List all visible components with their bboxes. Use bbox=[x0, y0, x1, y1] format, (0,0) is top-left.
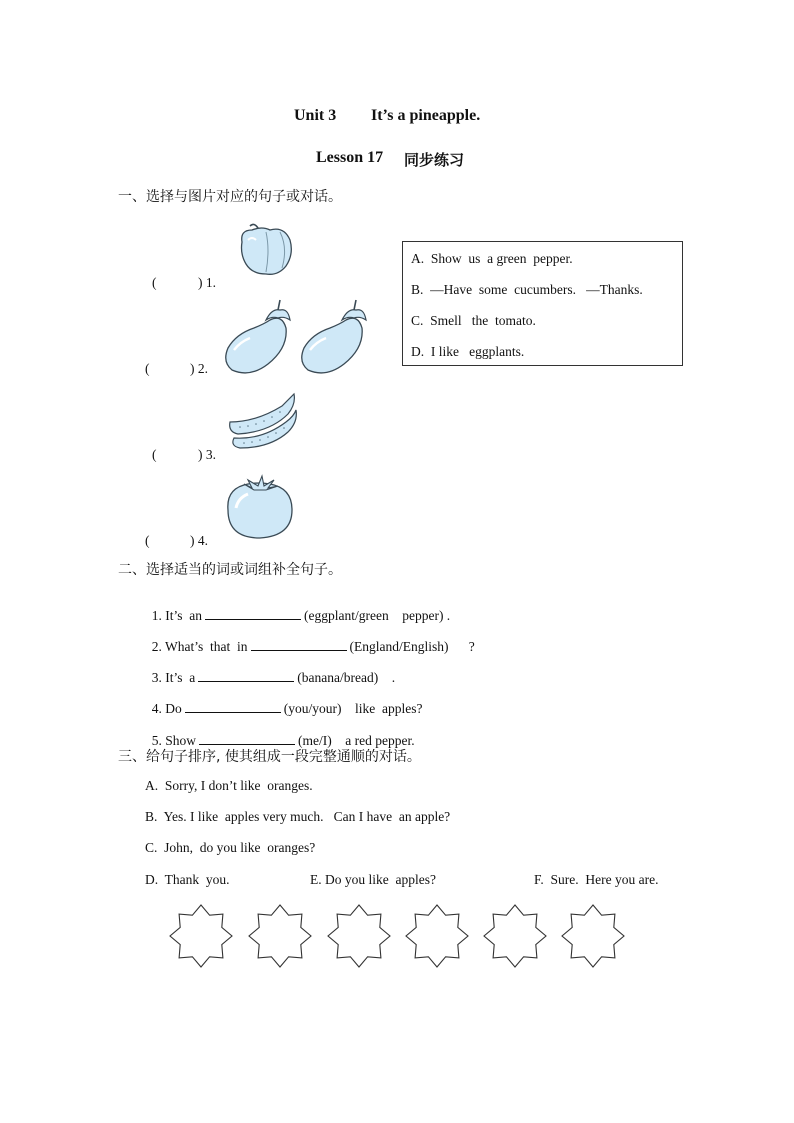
item3-bracket-close: ) 3. bbox=[198, 447, 216, 462]
item1-bracket-open: ( bbox=[152, 275, 157, 290]
fill-item-3-after: (banana/bread) . bbox=[297, 670, 396, 685]
fill-item-4 bbox=[145, 684, 422, 717]
fill-item-1 bbox=[145, 591, 450, 624]
fill-item-1-before: 1. It’s an bbox=[151, 608, 202, 623]
answer-star-2[interactable] bbox=[248, 904, 312, 968]
part2-heading: 二、选择适当的词或词组补全句子。 bbox=[118, 562, 342, 578]
item2-bracket-close: ) 2. bbox=[190, 361, 208, 376]
item1-bracket-close: ) 1. bbox=[198, 275, 216, 290]
fill-item-1-blank[interactable] bbox=[205, 607, 301, 620]
lesson-subtitle: 同步练习 bbox=[404, 151, 465, 169]
fill-item-4-blank[interactable] bbox=[185, 700, 281, 713]
fill-item-5-blank[interactable] bbox=[199, 732, 295, 745]
fill-item-2-before: 2. What’s that in bbox=[151, 639, 248, 654]
fill-item-4-before: 4. Do bbox=[151, 701, 182, 716]
answer-star-6[interactable] bbox=[561, 904, 625, 968]
dialogue-line-f: F. Sure. Here you are. bbox=[534, 872, 659, 887]
tomato-icon bbox=[222, 474, 296, 542]
fill-item-2 bbox=[145, 622, 475, 655]
fill-item-4-after: (you/your) like apples? bbox=[283, 701, 423, 716]
part1-heading: 一、选择与图片对应的句子或对话。 bbox=[118, 189, 342, 205]
dialogue-line-d: D. Thank you. bbox=[145, 872, 230, 887]
fill-item-2-after: (England/English) ? bbox=[349, 639, 475, 654]
option-a: A. Show us a green pepper. bbox=[411, 251, 573, 266]
item2-bracket-open: ( bbox=[145, 361, 150, 376]
fill-item-3-before: 3. It’s a bbox=[151, 670, 196, 685]
answer-star-1[interactable] bbox=[169, 904, 233, 968]
answer-star-4[interactable] bbox=[405, 904, 469, 968]
dialogue-line-b: B. Yes. I like apples very much. Can I have an apple? bbox=[145, 809, 451, 824]
options-box bbox=[402, 241, 683, 366]
cucumbers-icon bbox=[226, 392, 298, 450]
answer-star-3[interactable] bbox=[327, 904, 391, 968]
dialogue-line-e: E. Do you like apples? bbox=[310, 872, 436, 887]
fill-item-5-before: 5. Show bbox=[151, 733, 197, 748]
answer-star-5[interactable] bbox=[483, 904, 547, 968]
option-b: B. —Have some cucumbers. —Thanks. bbox=[411, 282, 643, 297]
fill-item-2-blank[interactable] bbox=[251, 638, 347, 651]
fill-item-5 bbox=[145, 716, 415, 749]
fill-item-5-after: (me/I) a red pepper. bbox=[298, 733, 415, 748]
dialogue-line-c: C. John, do you like oranges? bbox=[145, 840, 316, 855]
option-d: D. I like eggplants. bbox=[411, 344, 525, 359]
fill-item-3 bbox=[145, 653, 395, 686]
green-pepper-icon bbox=[236, 220, 296, 276]
item4-bracket-close: ) 4. bbox=[190, 533, 208, 548]
unit-label: Unit 3 bbox=[294, 107, 337, 124]
fill-item-1-after: (eggplant/green pepper) . bbox=[304, 608, 451, 623]
item3-bracket-open: ( bbox=[152, 447, 157, 462]
dialogue-line-a: A. Sorry, I don’t like oranges. bbox=[145, 778, 313, 793]
fill-item-3-blank[interactable] bbox=[198, 669, 294, 682]
part3-heading: 三、给句子排序, 使其组成一段完整通顺的对话。 bbox=[118, 749, 421, 765]
option-c: C. Smell the tomato. bbox=[411, 313, 536, 328]
unit-title: It’s a pineapple. bbox=[371, 107, 481, 124]
lesson-label: Lesson 17 bbox=[316, 149, 384, 166]
eggplants-icon bbox=[222, 298, 368, 376]
item4-bracket-open: ( bbox=[145, 533, 150, 548]
